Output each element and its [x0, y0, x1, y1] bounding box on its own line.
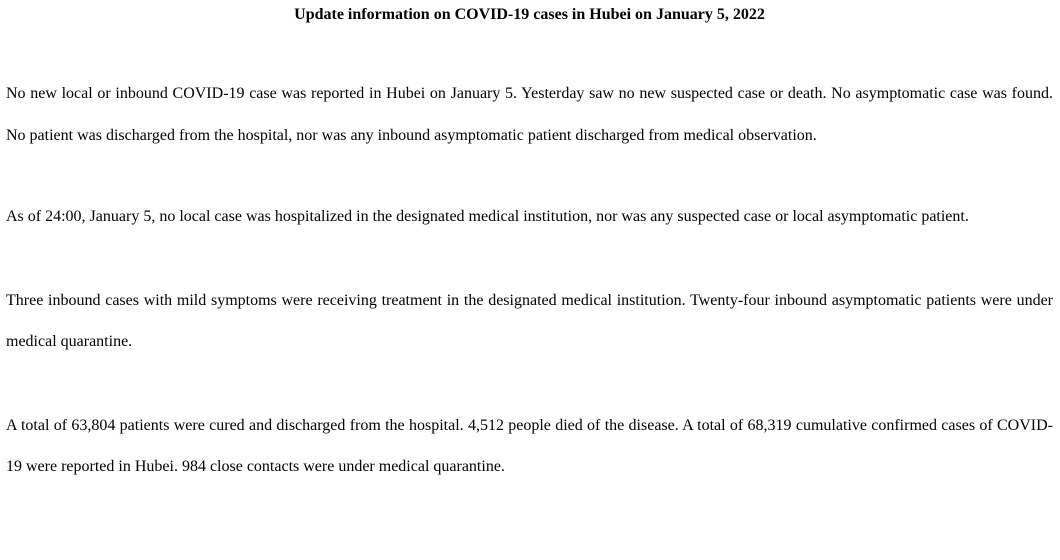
- paragraph-hospitalized: As of 24:00, January 5, no local case was hospitalized in the designated medical institution, nor was any suspected case or local asymptomatic patient.: [6, 208, 969, 225]
- paragraph-cumulative-totals: A total of 63,804 patients were cured and discharged from the hospital. 4,512 people died of the disease. A total of 68,319 cumulative confirmed cases of COVID-19 were reported in Hubei. 984 close contacts were under medical quarantine.: [6, 416, 1053, 475]
- document-title: Update information on COVID-19 cases in Hubei on January 5, 2022: [294, 6, 765, 23]
- paragraph-new-cases: No new local or inbound COVID-19 case was reported in Hubei on January 5. Yesterday saw no new suspected case or death. No asymptomatic case was found. No patient was discharged from the hospital, nor was any inbound asymptomatic patient discharged from medical observation.: [6, 85, 1053, 144]
- document: [6, 0, 1053, 488]
- paragraph-inbound-treatment: Three inbound cases with mild symptoms were receiving treatment in the designated medical institution. Twenty-four inbound asymptomatic patients were under medical quarantine.: [6, 291, 1053, 350]
